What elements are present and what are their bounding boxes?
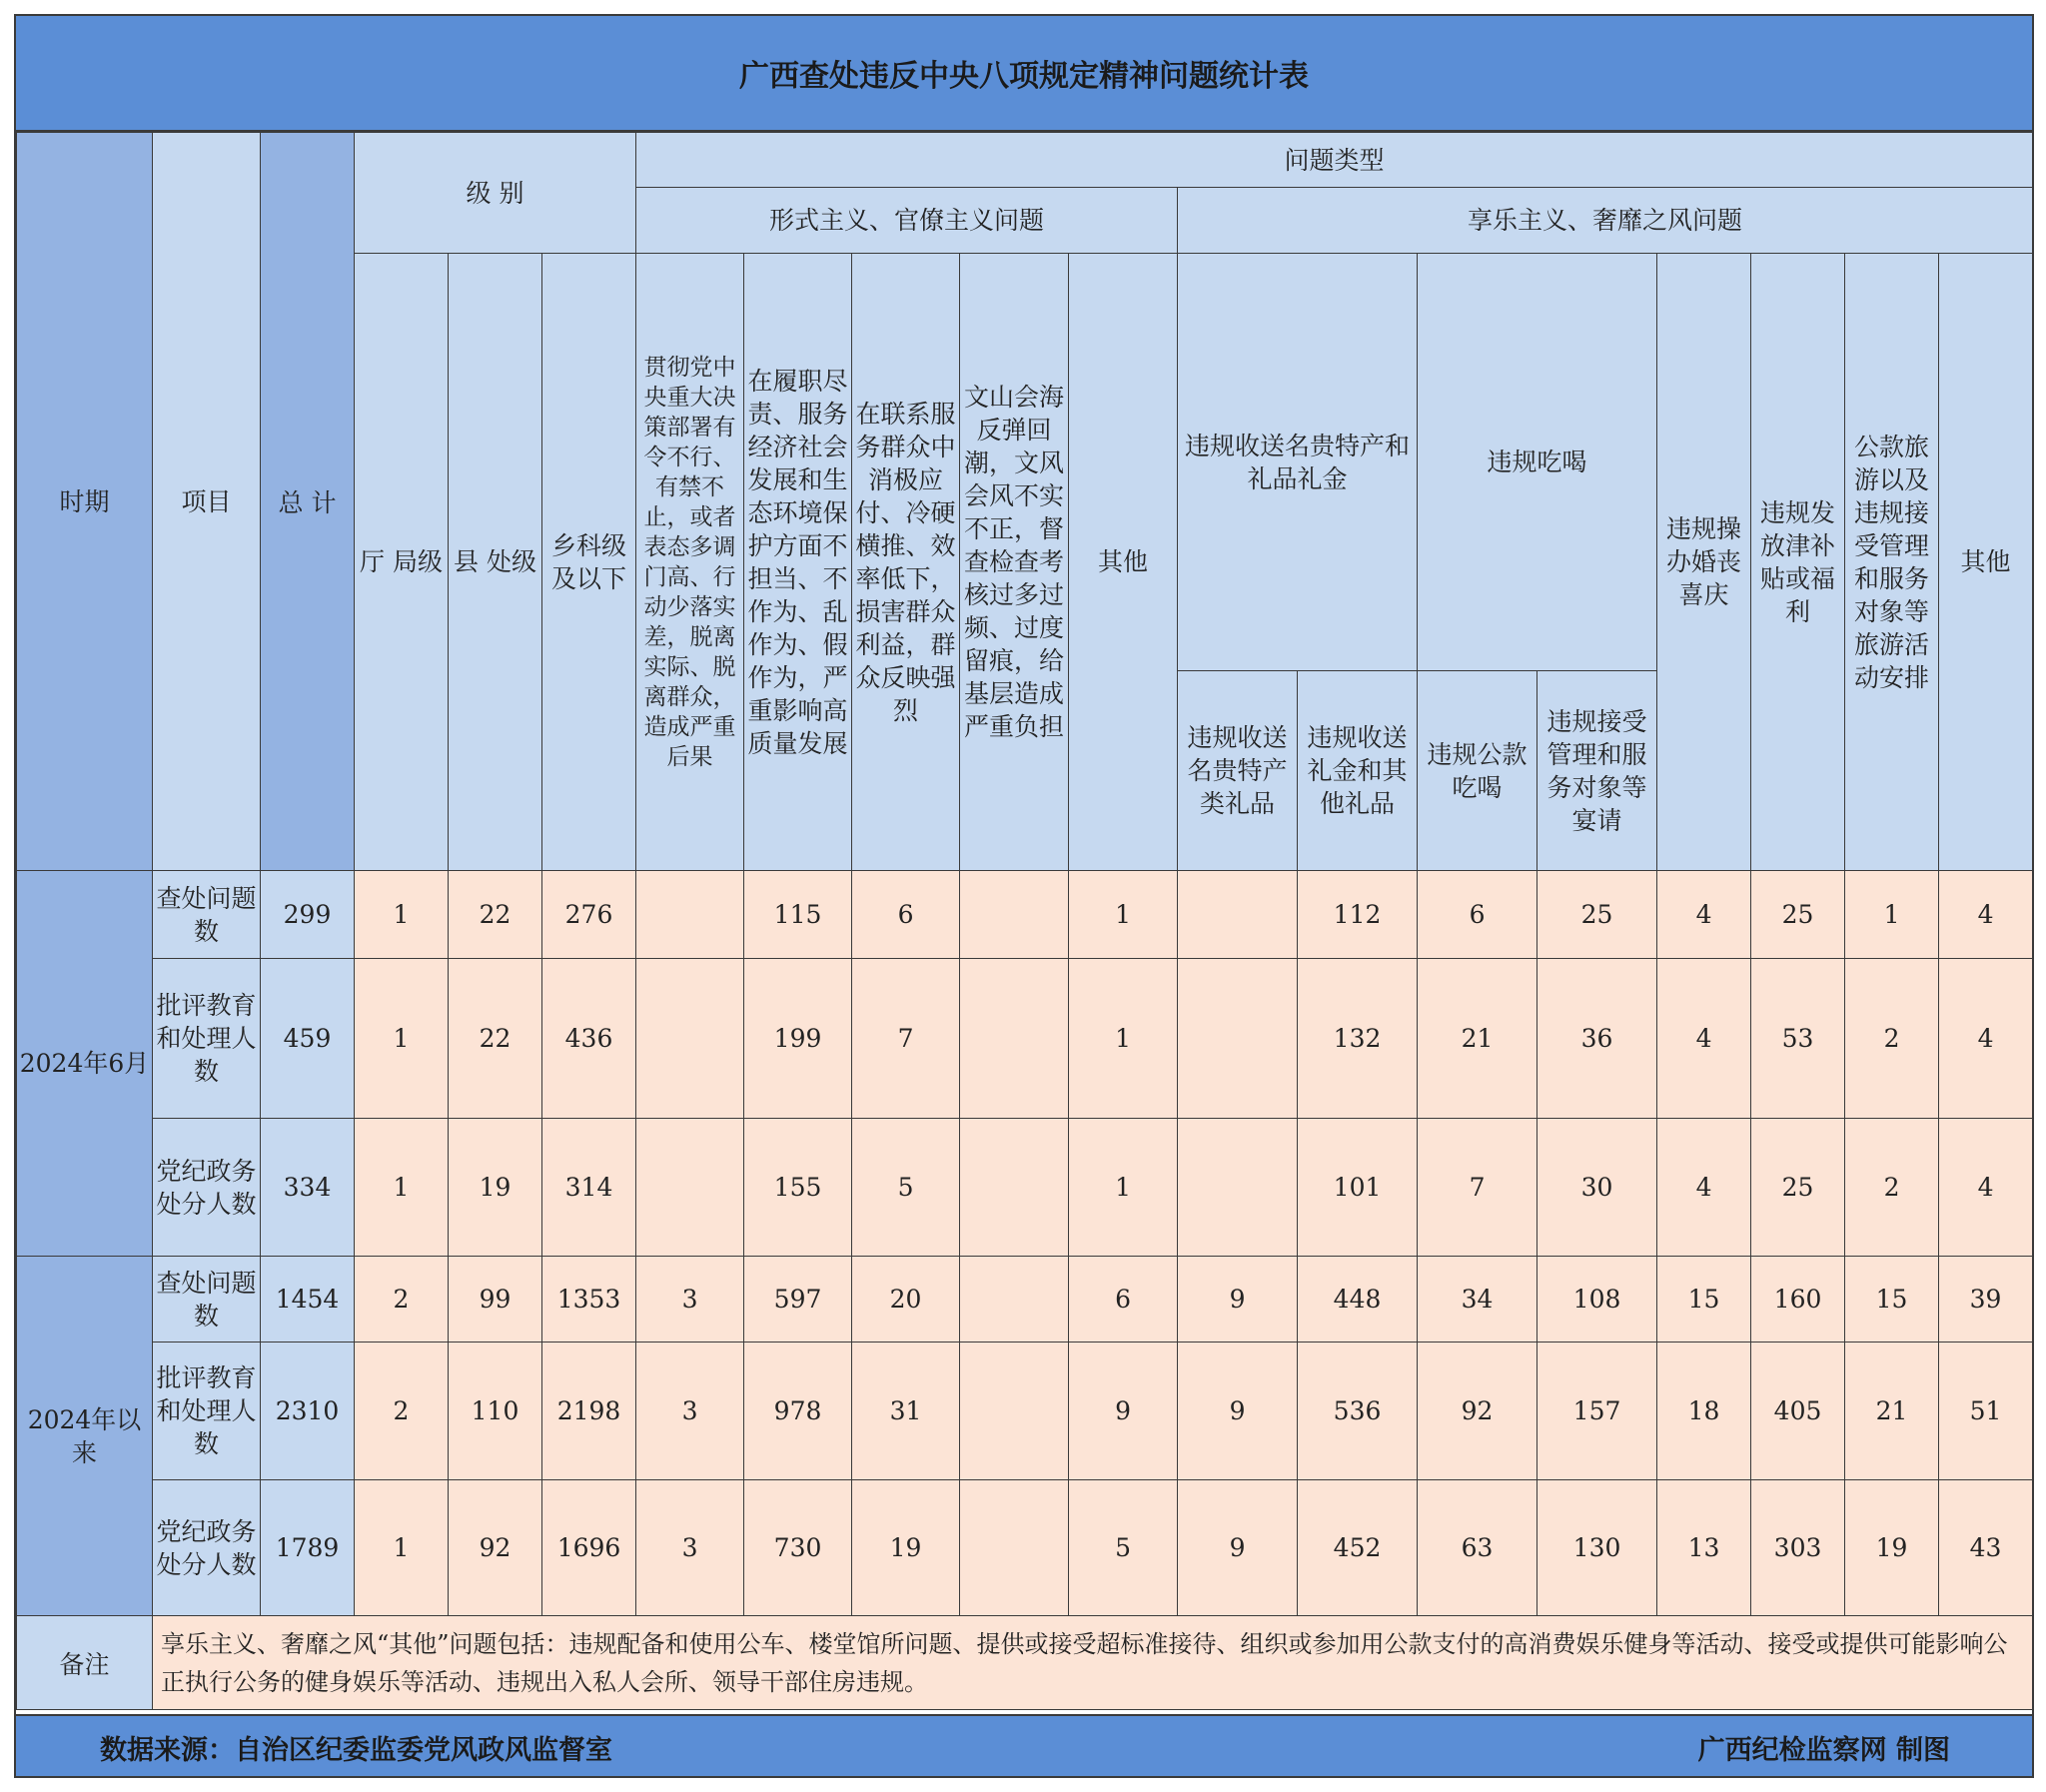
data-cell (960, 959, 1069, 1119)
data-cell (960, 1119, 1069, 1257)
data-cell: 452 (1298, 1480, 1418, 1616)
row-item-label: 党纪政务处分人数 (153, 1480, 261, 1616)
header-hedonism-subsidies: 违规发放津补贴或福利 (1751, 254, 1845, 871)
header-hedonism-travel: 公款旅游以及违规接受管理和服务对象等旅游活动安排 (1845, 254, 1939, 871)
footer (16, 1714, 2032, 1776)
data-cell: 1 (355, 871, 449, 959)
note-label: 备注 (17, 1616, 153, 1710)
data-cell: 13 (1657, 1480, 1751, 1616)
data-cell: 6 (1418, 871, 1537, 959)
data-cell: 63 (1418, 1480, 1537, 1616)
header-formalism-masses: 在联系服务群众中消极应付、冷硬横推、效率低下，损害群众利益，群众反映强烈 (852, 254, 960, 871)
data-cell: 9 (1178, 1343, 1298, 1480)
data-cell: 21 (1845, 1343, 1939, 1480)
data-cell: 15 (1657, 1257, 1751, 1343)
data-cell: 730 (744, 1480, 852, 1616)
data-cell: 1 (355, 959, 449, 1119)
row-item-label: 查处问题数 (153, 871, 261, 959)
row-total-cell: 334 (261, 1119, 355, 1257)
data-cell: 1 (355, 1119, 449, 1257)
data-cell: 3 (636, 1480, 744, 1616)
header-level-county: 县 处级 (449, 254, 542, 871)
data-cell: 314 (542, 1119, 636, 1257)
data-cell: 31 (852, 1343, 960, 1480)
data-body (17, 871, 2033, 1616)
footer-source: 数据来源：自治区纪委监委党风政风监督室 (100, 1735, 612, 1766)
data-cell (960, 1257, 1069, 1343)
data-cell: 160 (1751, 1257, 1845, 1343)
data-cell: 115 (744, 871, 852, 959)
data-cell: 4 (1657, 871, 1751, 959)
data-cell: 43 (1939, 1480, 2033, 1616)
statistics-table (16, 132, 2033, 1710)
data-cell: 19 (852, 1480, 960, 1616)
data-cell: 22 (449, 871, 542, 959)
data-cell: 132 (1298, 959, 1418, 1119)
data-cell: 4 (1939, 959, 2033, 1119)
header-formalism-decisions: 贯彻党中央重大决策部署有令不行、有禁不止，或者表态多调门高、行动少落实差，脱离实际、脱离群众，造成严重后果 (636, 254, 744, 871)
data-cell: 110 (449, 1343, 542, 1480)
row-total-cell: 1789 (261, 1480, 355, 1616)
footer-maker: 广西纪检监察网 制图 (1697, 1735, 1950, 1766)
data-cell: 39 (1939, 1257, 2033, 1343)
data-cell: 1696 (542, 1480, 636, 1616)
data-cell: 2 (355, 1343, 449, 1480)
header-hedonism-group: 享乐主义、奢靡之风问题 (1178, 188, 2033, 254)
data-cell: 536 (1298, 1343, 1418, 1480)
table-row (17, 1343, 2033, 1480)
data-cell: 597 (744, 1257, 852, 1343)
data-cell (1178, 1119, 1298, 1257)
data-cell (960, 1343, 1069, 1480)
data-cell: 303 (1751, 1480, 1845, 1616)
header-formalism-other: 其他 (1069, 254, 1178, 871)
data-cell: 112 (1298, 871, 1418, 959)
header-level-township: 乡科级及以下 (542, 254, 636, 871)
data-cell: 978 (744, 1343, 852, 1480)
data-cell: 92 (1418, 1343, 1537, 1480)
data-cell: 405 (1751, 1343, 1845, 1480)
header-dining-group: 违规吃喝 (1418, 254, 1657, 671)
data-cell: 276 (542, 871, 636, 959)
data-cell: 20 (852, 1257, 960, 1343)
table-title: 广西查处违反中央八项规定精神问题统计表 (16, 16, 2032, 132)
data-cell (1178, 871, 1298, 959)
data-cell: 1 (1069, 1119, 1178, 1257)
row-item-label: 查处问题数 (153, 1257, 261, 1343)
header-gifts-specialty: 违规收送名贵特产类礼品 (1178, 671, 1298, 871)
data-cell: 1 (355, 1480, 449, 1616)
row-total-cell: 459 (261, 959, 355, 1119)
period-label: 2024年6月 (17, 871, 153, 1257)
data-cell: 25 (1751, 1119, 1845, 1257)
table-row (17, 1480, 2033, 1616)
header-problem-type: 问题类型 (636, 133, 2033, 188)
header-dining-public: 违规公款吃喝 (1418, 671, 1537, 871)
data-cell: 2 (355, 1257, 449, 1343)
header-period: 时期 (17, 133, 153, 871)
header-hedonism-other: 其他 (1939, 254, 2033, 871)
data-cell: 53 (1751, 959, 1845, 1119)
header-gifts-group: 违规收送名贵特产和礼品礼金 (1178, 254, 1418, 671)
header-gifts-cash: 违规收送礼金和其他礼品 (1298, 671, 1418, 871)
row-item-label: 批评教育和处理人数 (153, 1343, 261, 1480)
data-cell: 6 (1069, 1257, 1178, 1343)
data-cell: 101 (1298, 1119, 1418, 1257)
data-cell: 9 (1178, 1257, 1298, 1343)
row-total-cell: 1454 (261, 1257, 355, 1343)
data-cell (636, 959, 744, 1119)
data-cell: 19 (1845, 1480, 1939, 1616)
data-cell: 7 (852, 959, 960, 1119)
data-cell: 92 (449, 1480, 542, 1616)
data-cell: 436 (542, 959, 636, 1119)
header-level-bureau: 厅 局级 (355, 254, 449, 871)
table-row (17, 871, 2033, 959)
data-cell: 25 (1537, 871, 1657, 959)
data-cell: 1 (1069, 959, 1178, 1119)
data-cell (1178, 959, 1298, 1119)
data-cell: 199 (744, 959, 852, 1119)
data-cell: 5 (852, 1119, 960, 1257)
table-row (17, 1257, 2033, 1343)
data-cell: 4 (1939, 1119, 2033, 1257)
data-cell: 18 (1657, 1343, 1751, 1480)
data-cell: 3 (636, 1257, 744, 1343)
data-cell (960, 1480, 1069, 1616)
header-dining-banquet: 违规接受管理和服务对象等宴请 (1537, 671, 1657, 871)
data-cell: 99 (449, 1257, 542, 1343)
data-cell: 15 (1845, 1257, 1939, 1343)
data-cell: 130 (1537, 1480, 1657, 1616)
row-item-label: 党纪政务处分人数 (153, 1119, 261, 1257)
header-formalism-duty: 在履职尽责、服务经济社会发展和生态环境保护方面不担当、不作为、乱作为、假作为，严重影响高质量发展 (744, 254, 852, 871)
data-cell: 2198 (542, 1343, 636, 1480)
header-formalism-group: 形式主义、官僚主义问题 (636, 188, 1178, 254)
data-cell (960, 871, 1069, 959)
row-total-cell: 2310 (261, 1343, 355, 1480)
header-total: 总 计 (261, 133, 355, 871)
data-cell: 155 (744, 1119, 852, 1257)
period-label: 2024年以来 (17, 1257, 153, 1616)
data-cell: 4 (1939, 871, 2033, 959)
data-cell: 108 (1537, 1257, 1657, 1343)
table-row (17, 1119, 2033, 1257)
header-formalism-meetings: 文山会海反弹回潮，文风会风不实不正，督查检查考核过多过频、过度留痕，给基层造成严重负担 (960, 254, 1069, 871)
data-cell: 3 (636, 1343, 744, 1480)
data-cell: 34 (1418, 1257, 1537, 1343)
data-cell: 4 (1657, 1119, 1751, 1257)
table-row (17, 959, 2033, 1119)
header-level-group: 级 别 (355, 133, 636, 254)
header-item: 项目 (153, 133, 261, 871)
statistics-sheet (14, 14, 2034, 1778)
data-cell (636, 1119, 744, 1257)
data-cell: 2 (1845, 959, 1939, 1119)
data-cell: 1353 (542, 1257, 636, 1343)
data-cell: 30 (1537, 1119, 1657, 1257)
data-cell: 36 (1537, 959, 1657, 1119)
data-cell: 5 (1069, 1480, 1178, 1616)
data-cell: 21 (1418, 959, 1537, 1119)
data-cell: 1 (1069, 871, 1178, 959)
data-cell: 9 (1178, 1480, 1298, 1616)
data-cell: 2 (1845, 1119, 1939, 1257)
data-cell: 22 (449, 959, 542, 1119)
data-cell: 448 (1298, 1257, 1418, 1343)
row-item-label: 批评教育和处理人数 (153, 959, 261, 1119)
row-total-cell: 299 (261, 871, 355, 959)
data-cell: 157 (1537, 1343, 1657, 1480)
data-cell: 6 (852, 871, 960, 959)
data-cell: 4 (1657, 959, 1751, 1119)
data-cell: 9 (1069, 1343, 1178, 1480)
data-cell: 19 (449, 1119, 542, 1257)
data-cell: 25 (1751, 871, 1845, 959)
data-cell (636, 871, 744, 959)
data-cell: 1 (1845, 871, 1939, 959)
note-text: 享乐主义、奢靡之风“其他”问题包括：违规配备和使用公车、楼堂馆所问题、提供或接受超标准接待、组织或参加用公款支付的高消费娱乐健身等活动、接受或提供可能影响公正执行公务的健身娱乐等活动、违规出入私人会所、领导干部住房违规。 (153, 1616, 2033, 1710)
data-cell: 51 (1939, 1343, 2033, 1480)
data-cell: 7 (1418, 1119, 1537, 1257)
header-hedonism-weddings: 违规操办婚丧喜庆 (1657, 254, 1751, 871)
